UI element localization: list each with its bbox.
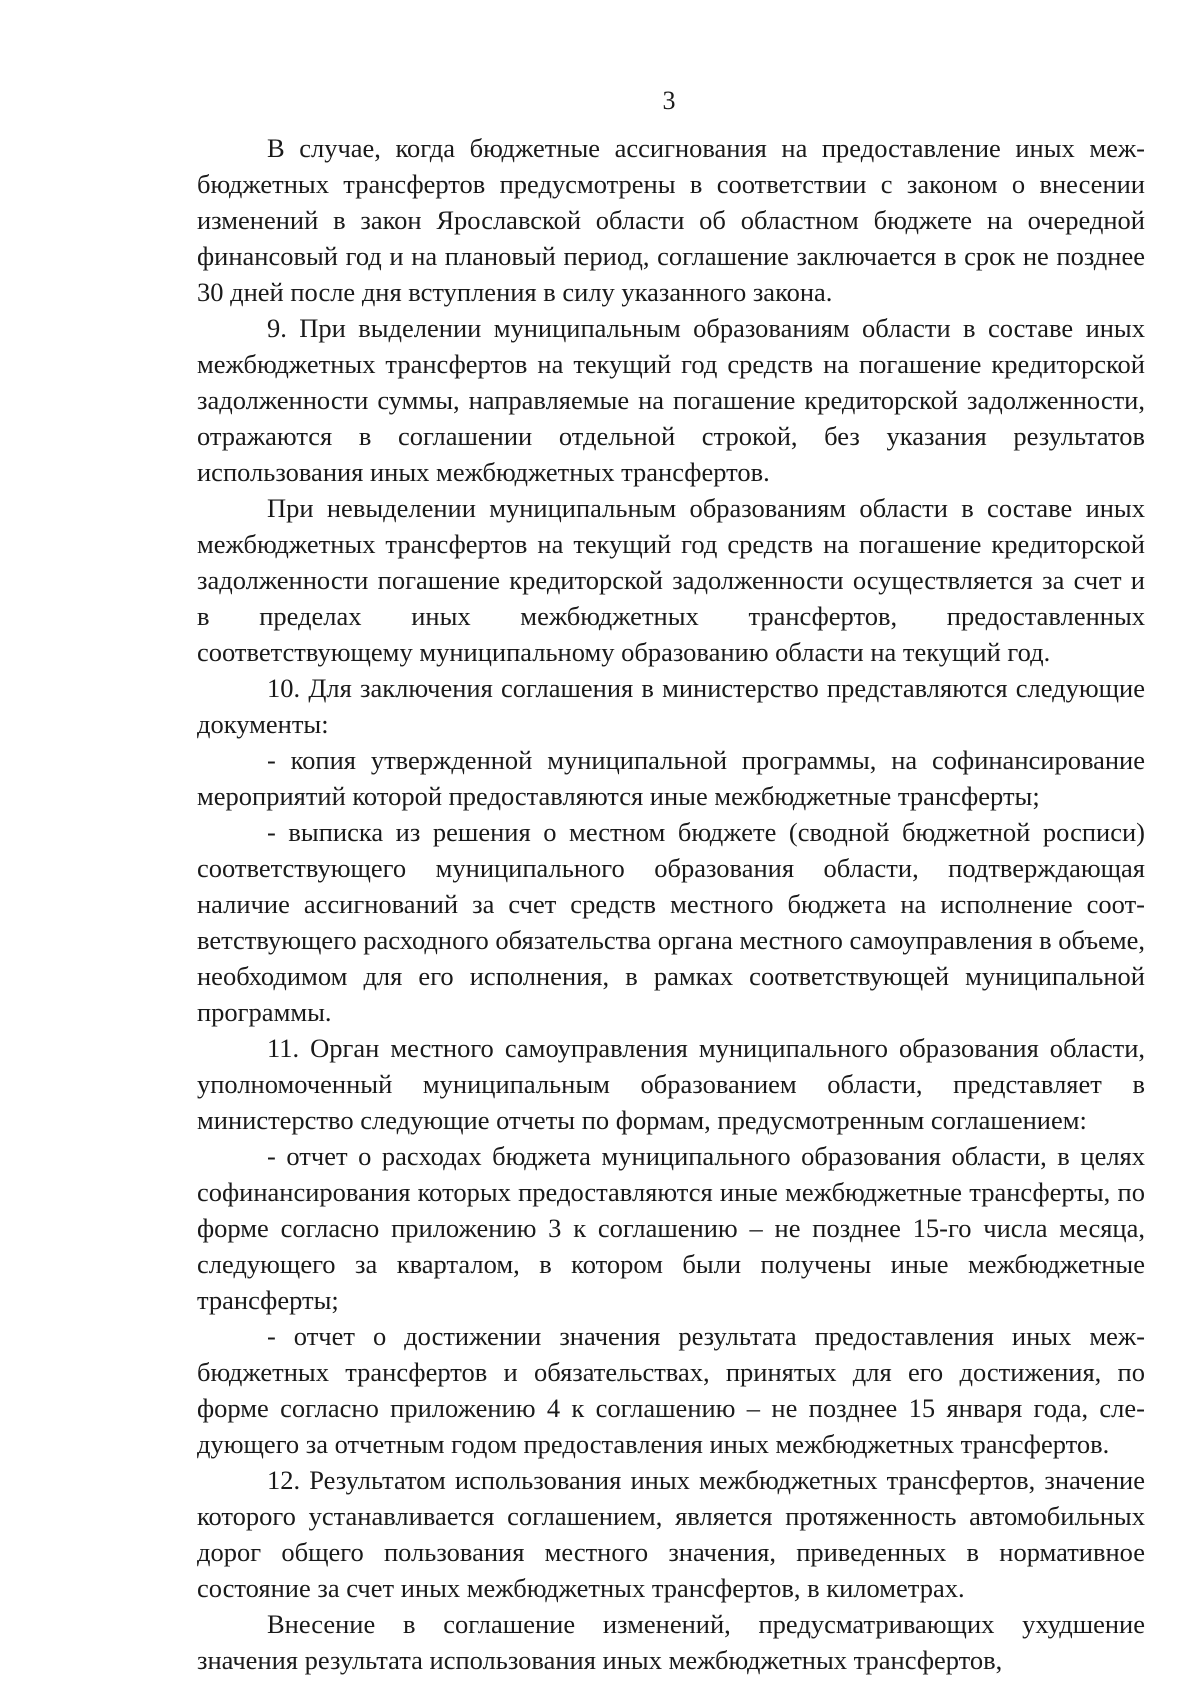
page-number: 3 (662, 86, 676, 115)
paragraph-item-11: 11. Орган местного самоуправления муниципального образования области, уполномоченный муниципальным образованием области, представляет в министерство следующие отчеты по формам, предусмотренным соглашением: (197, 1033, 1145, 1135)
list-item-program-copy: - копия утвержденной муниципальной программы, на софинансирование мероприятий которой предоставляются иные межбюджетные трансферты; (197, 745, 1145, 811)
paragraph-item-10: 10. Для заключения соглашения в министерство представляются следующие документы: (197, 673, 1145, 739)
document-body (197, 130, 1145, 1678)
list-item-expense-report: - отчет о расходах бюджета муниципального образования области, в целях софинансирования которых предоставляются иные межбюджетные трансферты, по форме согласно приложению 3 к соглашению – не позднее 15-го числа месяца, следующего за кварталом, в котором были получены иные межбюджетные трансферты; (197, 1141, 1145, 1315)
paragraph-non-allocation: При невыделении муниципальным образованиям области в составе иных межбюджетных трансфертов на текущий год средств на погашение кредиторской задолженности погашение кредиторской задолженности осуществляется за счет и в пределах иных межбюджетных трансфертов, предоставленных соответствующему муниципальному образованию области на текущий год. (197, 493, 1145, 667)
list-item-result-report: - отчет о достижении значения результата предоставления иных межбюджетных трансфертов и обязательствах, принятых для его достижения, по форме согласно приложению 4 к соглашению – не позднее 15 января года, следующего за отчетным годом предоставления иных межбюджетных трансфертов. (197, 1321, 1145, 1459)
paragraph-amendments: Внесение в соглашение изменений, предусматривающих ухудшение значения результата использования иных межбюджетных трансфертов, (197, 1609, 1145, 1675)
paragraph-item-12: 12. Результатом использования иных межбюджетных трансфертов, значение которого устанавливается соглашением, является протяженность автомобильных дорог общего пользования местного значения, приведенных в нормативное состояние за счет иных межбюджетных трансфертов, в километрах. (197, 1465, 1145, 1603)
paragraph-budget-allocation: В случае, когда бюджетные ассигнования на предоставление иных межбюджетных трансфертов предусмотрены в соответствии с законом о внесении изменений в закон Ярославской области об областном бюджете на очередной финансовый год и на плановый период, соглашение заключается в срок не позднее 30 дней после дня вступления в силу указанного закона. (197, 133, 1145, 307)
paragraph-item-9: 9. При выделении муниципальным образованиям области в составе иных межбюджетных трансфертов на текущий год средств на погашение кредиторской задолженности суммы, направляемые на погашение кредиторской задолженности, отражаются в соглашении отдельной строкой, без указания результатов использования иных межбюджетных трансфертов. (197, 313, 1145, 487)
list-item-budget-extract: - выписка из решения о местном бюджете (сводной бюджетной росписи) соответствующего муниципального образования области, подтверждающая наличие ассигнований за счет средств местного бюджета на исполнение соответствующего расходного обязательства органа местного самоуправления в объеме, необходимом для его исполнения, в рамках соответствующей муниципальной программы. (197, 817, 1145, 1027)
